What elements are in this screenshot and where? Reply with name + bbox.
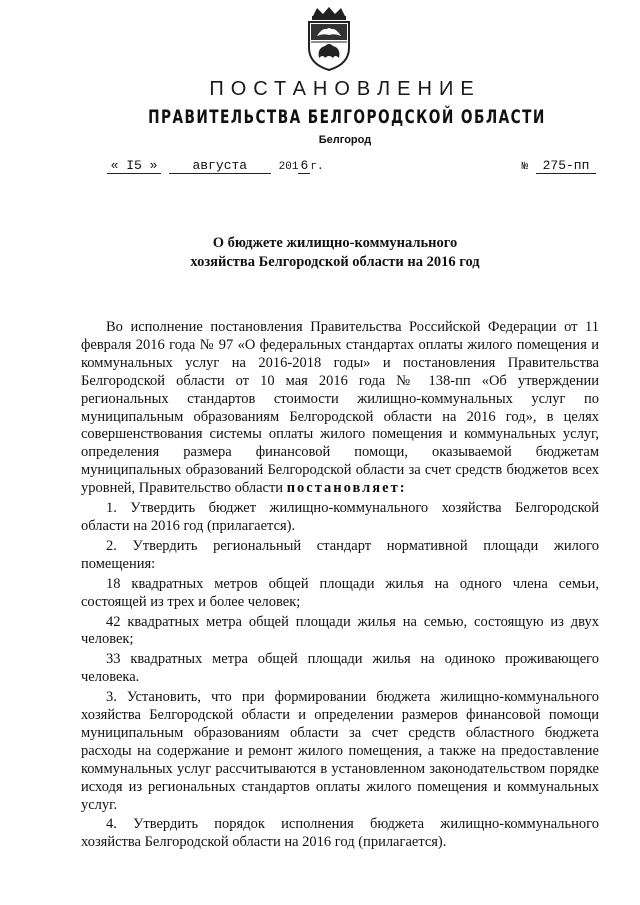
document-body [81,319,599,852]
item-3: 3. Установить, что при формировании бюджета жилищно-коммунального хозяйства Белгородской области и определении размеров финансовой помощи муниципальным образованиям области за счет средств областного бюджета расходы на содержание и ремонт жилого помещения, а также на предоставление коммунальных услуг рассчитываются в установленном законодательством порядке исходя из региональных стандартов оплаты жилого помещения и коммунальных услуг. [81,689,599,813]
number-sign: № [521,161,529,173]
item-2c: 33 квадратных метра общей площади жилья на одиноко проживающего человека. [81,651,599,686]
item-2: 2. Утвердить региональный стандарт нормативной площади жилого помещения: [81,537,599,572]
date-month: августа [169,159,271,174]
decree-word: постановляет: [286,480,407,497]
date-year-unit: г. [310,161,324,173]
document-number [522,158,596,174]
title-line-1: О бюджете жилищно-коммунального [212,235,458,251]
item-2a: 18 квадратных метров общей площади жилья на одного члена семьи, состоящей из трех и более человек; [81,575,599,610]
date-day: « I5 » [107,159,161,174]
item-4: 4. Утвердить порядок исполнения бюджета жилищно-коммунального хозяйства Белгородской области на 2016 год (прилагается). [81,816,599,851]
document-type: ПОСТАНОВЛЕНИЕ [209,78,481,100]
item-2b: 42 квадратных метра общей площади жилья на семью, состоящую из двух человек; [81,613,599,648]
document-title [0,234,640,272]
document-date [107,158,324,174]
issuer-name: ПРАВИТЕЛЬСТВА БЕЛГОРОДСКОЙ ОБЛАСТИ [148,106,546,128]
date-year-suffix: 6 [298,159,310,174]
date-year-prefix: 201 [278,161,299,173]
belgorod-coat-of-arms-icon [303,6,355,72]
preamble-paragraph: Во исполнение постановления Правительства Российской Федерации от 11 февраля 2016 года № 97 «О федеральных стандартах оплаты жилого помещения и коммунальных услуг на 2016-2018 годы» и постановления Правительства Белгородской области от 10 мая 2016 года № 138-пп «Об утверждении региональных стандартов стоимости жилищно-коммунальных услуг по муниципальным образованиям Белгородской области на 2016 год», в целях совершенствования системы оплаты жилого помещения и коммунальных услуг, определения размера финансовой помощи, оказываемой бюджетам муниципальных образований Белгородской области за счет средств бюджетов всех уровней, Правительство области постановляет: [81,319,599,497]
title-line-2: хозяйства Белгородской области на 2016 год [190,254,480,270]
item-1: 1. Утвердить бюджет жилищно-коммунального хозяйства Белгородской области на 2016 год (прилагается). [81,500,599,534]
number-value: 275-пп [536,159,596,174]
city-name: Белгород [318,134,372,146]
